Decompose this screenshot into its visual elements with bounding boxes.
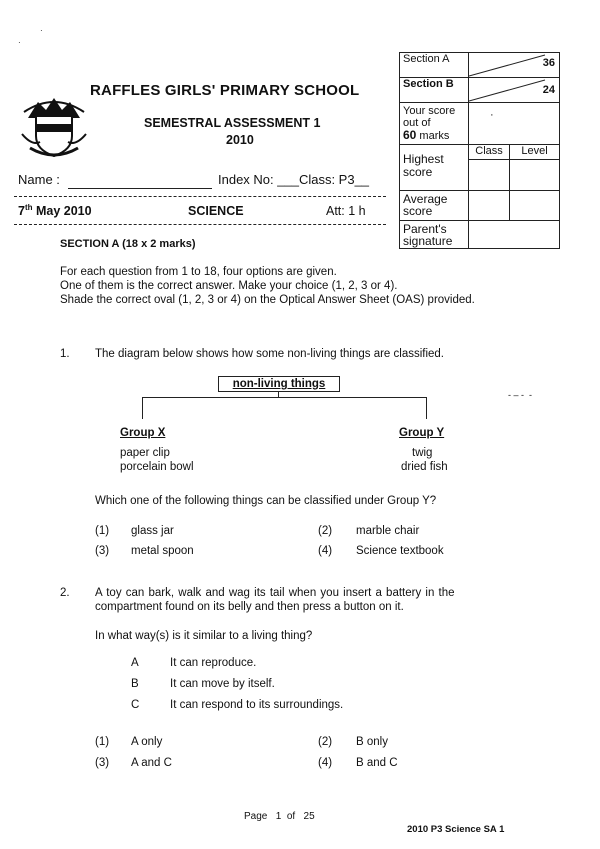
group-y-item-1: twig (412, 447, 433, 459)
parent-signature-field[interactable] (469, 221, 560, 249)
q2-option-4-num: (4) (318, 757, 333, 769)
section-a-label: Section A (400, 53, 469, 78)
group-x-heading: Group X (120, 427, 166, 439)
school-name: RAFFLES GIRLS' PRIMARY SCHOOL (90, 82, 360, 99)
group-y-item-2: dried fish (401, 461, 448, 473)
q2-statement-a-letter: A (131, 657, 139, 669)
divider-line (14, 196, 386, 197)
q1-option-4-num: (4) (318, 545, 333, 557)
section-b-score-cell (469, 78, 560, 103)
q2-option-2-num: (2) (318, 736, 333, 748)
q1-option-2-num: (2) (318, 525, 333, 537)
diagonal-line (469, 53, 553, 77)
instruction-line-2: One of them is the correct answer. Make your choice (1, 2, 3 or 4). (60, 280, 398, 292)
divider-line (14, 224, 386, 225)
diagram-root-node: non-living things (218, 376, 340, 392)
q2-statement-b-letter: B (131, 678, 139, 690)
section-a-title: SECTION A (18 x 2 marks) (60, 238, 196, 250)
your-score-label: Your score out of 60 marks (400, 103, 469, 145)
q1-question: Which one of the following things can be classified under Group Y? (95, 495, 437, 507)
q2-statement-c-letter: C (131, 699, 140, 711)
highest-class-cell[interactable] (469, 145, 510, 191)
q2-number: 2. (60, 587, 70, 599)
q1-option-2-text: marble chair (356, 525, 420, 537)
stray-mark: · (18, 38, 21, 47)
assessment-title: SEMESTRAL ASSESSMENT 1 (144, 116, 321, 130)
q1-option-4-text: Science textbook (356, 545, 444, 557)
q2-option-3-text: A and C (131, 757, 172, 769)
q2-stem-line-1: A toy can bark, walk and wag its tail when you insert a battery in the (95, 587, 455, 599)
section-b-label: Section B (400, 78, 469, 103)
group-x-item-1: paper clip (120, 447, 170, 459)
q1-option-1-text: glass jar (131, 525, 174, 537)
q2-question: In what way(s) is it similar to a living thing? (95, 630, 313, 642)
q1-option-3-num: (3) (95, 545, 110, 557)
instruction-line-1: For each question from 1 to 18, four options are given. (60, 266, 337, 278)
q2-statement-b-text: It can move by itself. (170, 678, 275, 690)
q1-option-1-num: (1) (95, 525, 110, 537)
average-score-label: Average score (400, 191, 469, 221)
stray-mark: - ‒ - - (508, 390, 532, 400)
q2-option-3-num: (3) (95, 757, 110, 769)
your-score-value[interactable]: · (469, 103, 560, 145)
q1-option-3-text: metal spoon (131, 545, 194, 557)
diagram-connector (142, 397, 143, 419)
document-code: 2010 P3 Science SA 1 (407, 824, 505, 835)
section-a-score-cell (469, 53, 560, 78)
q2-statement-a-text: It can reproduce. (170, 657, 257, 669)
parent-signature-label: Parent's signature (400, 221, 469, 249)
q2-option-1-num: (1) (95, 736, 110, 748)
group-y-heading: Group Y (399, 427, 445, 439)
school-crest-logo (18, 88, 90, 160)
q2-option-2-text: B only (356, 736, 388, 748)
q1-number: 1. (60, 348, 70, 360)
exam-date: 7th May 2010 (18, 203, 92, 219)
diagram-connector (142, 397, 426, 398)
class-col-header: Class (469, 145, 509, 160)
q2-statement-c-text: It can respond to its surroundings. (170, 699, 344, 711)
q2-option-4-text: B and C (356, 757, 398, 769)
instruction-line-3: Shade the correct oval (1, 2, 3 or 4) on the Optical Answer Sheet (OAS) provided. (60, 294, 475, 306)
section-a-score: 36 (542, 57, 555, 69)
stray-mark: · (40, 26, 43, 35)
level-col-header: Level (510, 145, 559, 160)
diagonal-line (469, 78, 553, 102)
subject: SCIENCE (188, 204, 244, 218)
name-blank[interactable] (68, 188, 212, 189)
highest-level-cell[interactable] (510, 145, 560, 191)
highest-score-label: Highest score (400, 145, 469, 191)
name-label: Name : (18, 172, 60, 187)
q1-stem: The diagram below shows how some non-living things are classified. (95, 348, 445, 360)
group-x-item-2: porcelain bowl (120, 461, 194, 473)
q2-stem-line-2: compartment found on its belly and then press a button on it. (95, 601, 404, 613)
duration: Att: 1 h (326, 204, 366, 218)
diagram-connector (426, 397, 427, 419)
page-indicator: Page 1 of 25 (244, 811, 315, 822)
section-b-score: 24 (542, 84, 555, 96)
q2-option-1-text: A only (131, 736, 163, 748)
average-level-cell[interactable] (510, 191, 560, 221)
average-class-cell[interactable] (469, 191, 510, 221)
index-class-label: Index No: ___Class: P3__ (218, 172, 370, 187)
score-table (399, 52, 560, 249)
assessment-year: 2010 (226, 133, 254, 147)
